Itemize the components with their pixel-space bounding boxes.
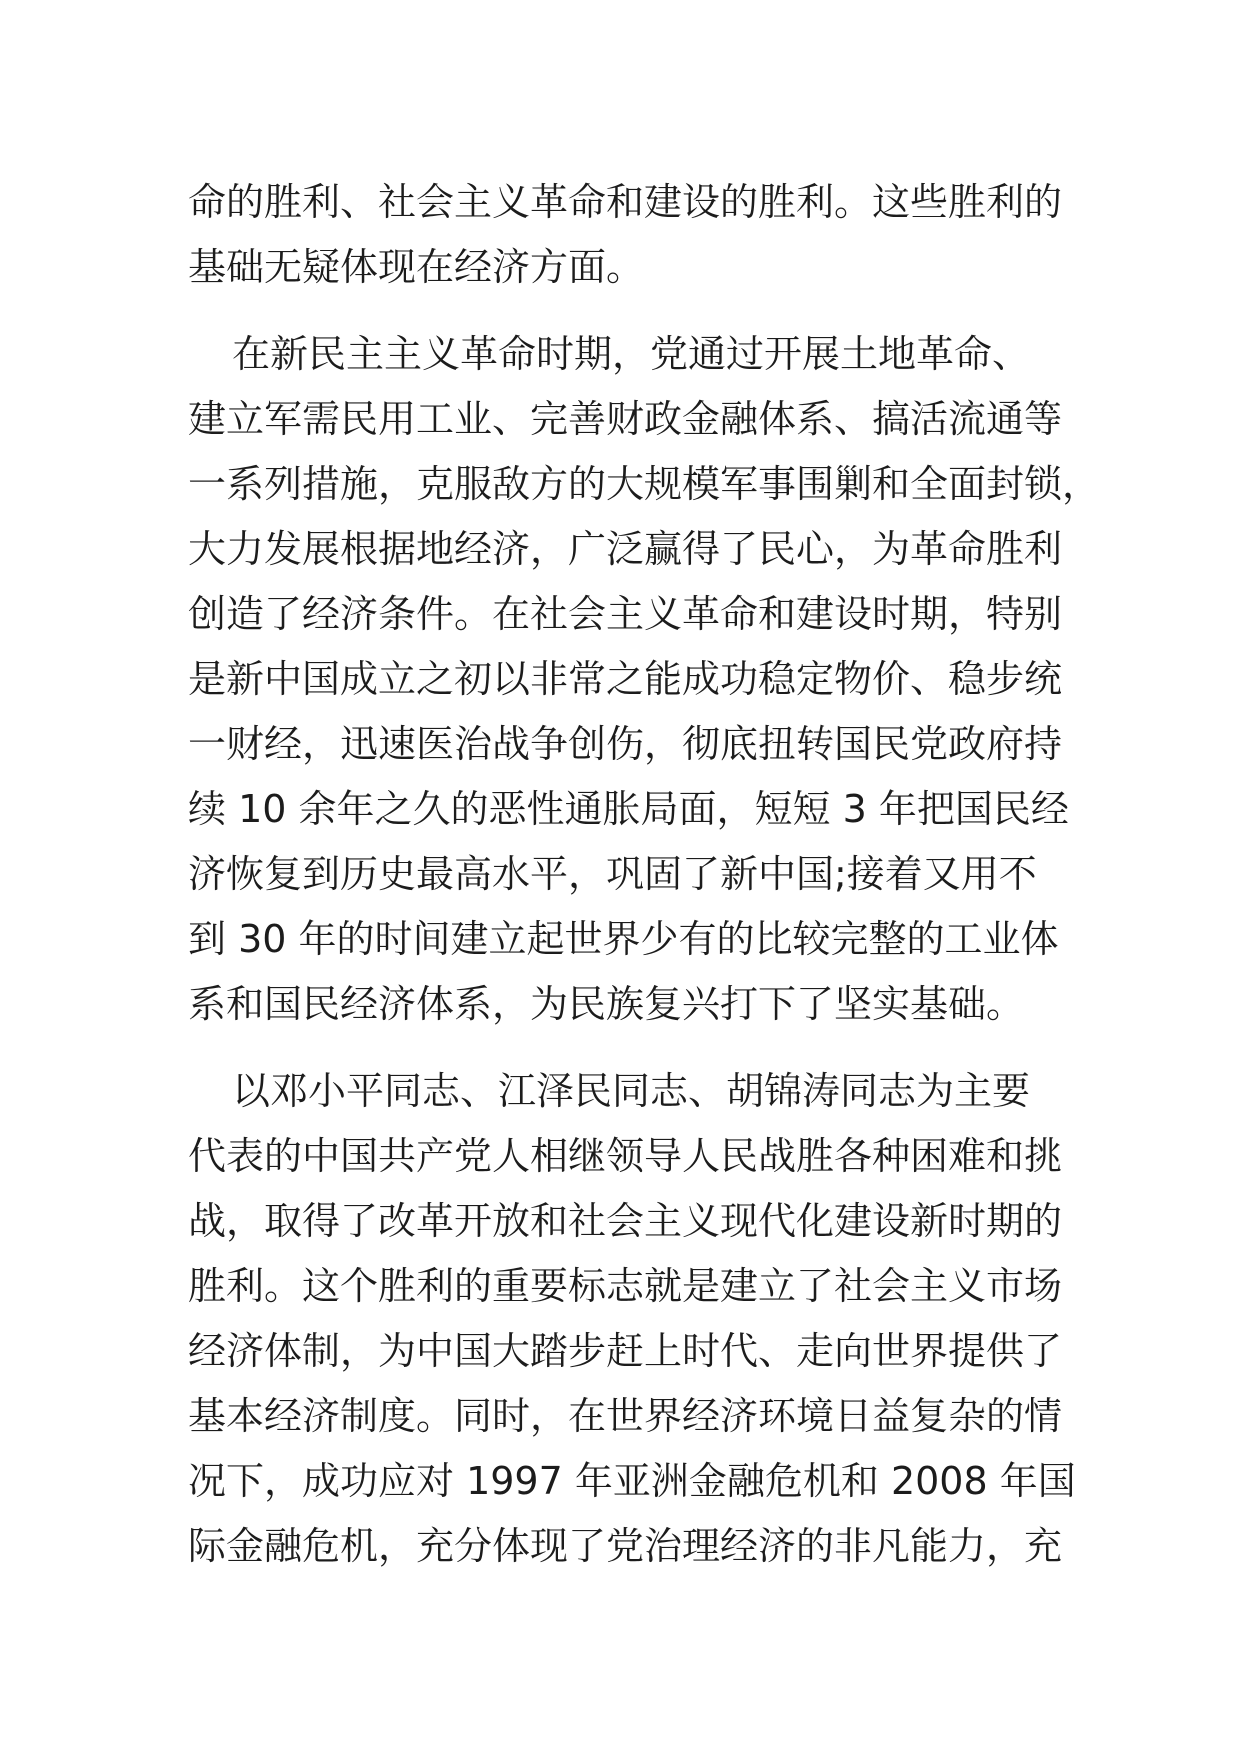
text-line: 在新民主主义革命时期，党通过开展土地革命、 xyxy=(232,332,1031,376)
text-line: 胜利。这个胜利的重要标志就是建立了社会主义市场 xyxy=(188,1264,1063,1308)
text-line: 基础无疑体现在经济方面。 xyxy=(188,245,645,289)
text-line: 以邓小平同志、江泽民同志、胡锦涛同志为主要 xyxy=(232,1069,1031,1113)
text-line: 系和国民经济体系，为民族复兴打下了坚实基础。 xyxy=(188,982,1025,1026)
text-line: 际金融危机，充分体现了党治理经济的非凡能力，充 xyxy=(188,1524,1063,1568)
paragraph-reform-and-opening xyxy=(188,1059,1076,1579)
text-line: 经济体制，为中国大踏步赶上时代、走向世界提供了 xyxy=(188,1329,1063,1373)
text-line: 战，取得了改革开放和社会主义现代化建设新时期的 xyxy=(188,1199,1063,1243)
text-line: 一财经，迅速医治战争创伤，彻底扭转国民党政府持 xyxy=(188,722,1063,766)
text-line: 到 30 年的时间建立起世界少有的比较完整的工业体 xyxy=(188,917,1059,961)
text-line: 建立军需民用工业、完善财政金融体系、搞活流通等 xyxy=(188,397,1063,441)
text-line: 续 10 余年之久的恶性通胀局面，短短 3 年把国民经 xyxy=(188,787,1069,831)
text-line: 基本经济制度。同时，在世界经济环境日益复杂的情 xyxy=(188,1394,1063,1438)
text-line: 况下，成功应对 1997 年亚洲金融危机和 2008 年国 xyxy=(188,1459,1076,1503)
paragraph-continuation xyxy=(188,170,1068,300)
text-line: 济恢复到历史最高水平，巩固了新中国;接着又用不 xyxy=(188,852,1037,896)
body-text xyxy=(188,170,1101,1601)
text-line: 一系列措施，克服敌方的大规模军事围剿和全面封锁， xyxy=(188,462,1101,506)
text-line: 大力发展根据地经济，广泛赢得了民心，为革命胜利 xyxy=(188,527,1063,571)
text-line: 代表的中国共产党人相继领导人民战胜各种困难和挑 xyxy=(188,1134,1063,1178)
text-line: 是新中国成立之初以非常之能成功稳定物价、稳步统 xyxy=(188,657,1063,701)
paragraph-new-democratic-revolution xyxy=(188,322,1101,1037)
text-line: 创造了经济条件。在社会主义革命和建设时期，特别 xyxy=(188,592,1063,636)
text-line: 命的胜利、社会主义革命和建设的胜利。这些胜利的 xyxy=(188,180,1063,224)
